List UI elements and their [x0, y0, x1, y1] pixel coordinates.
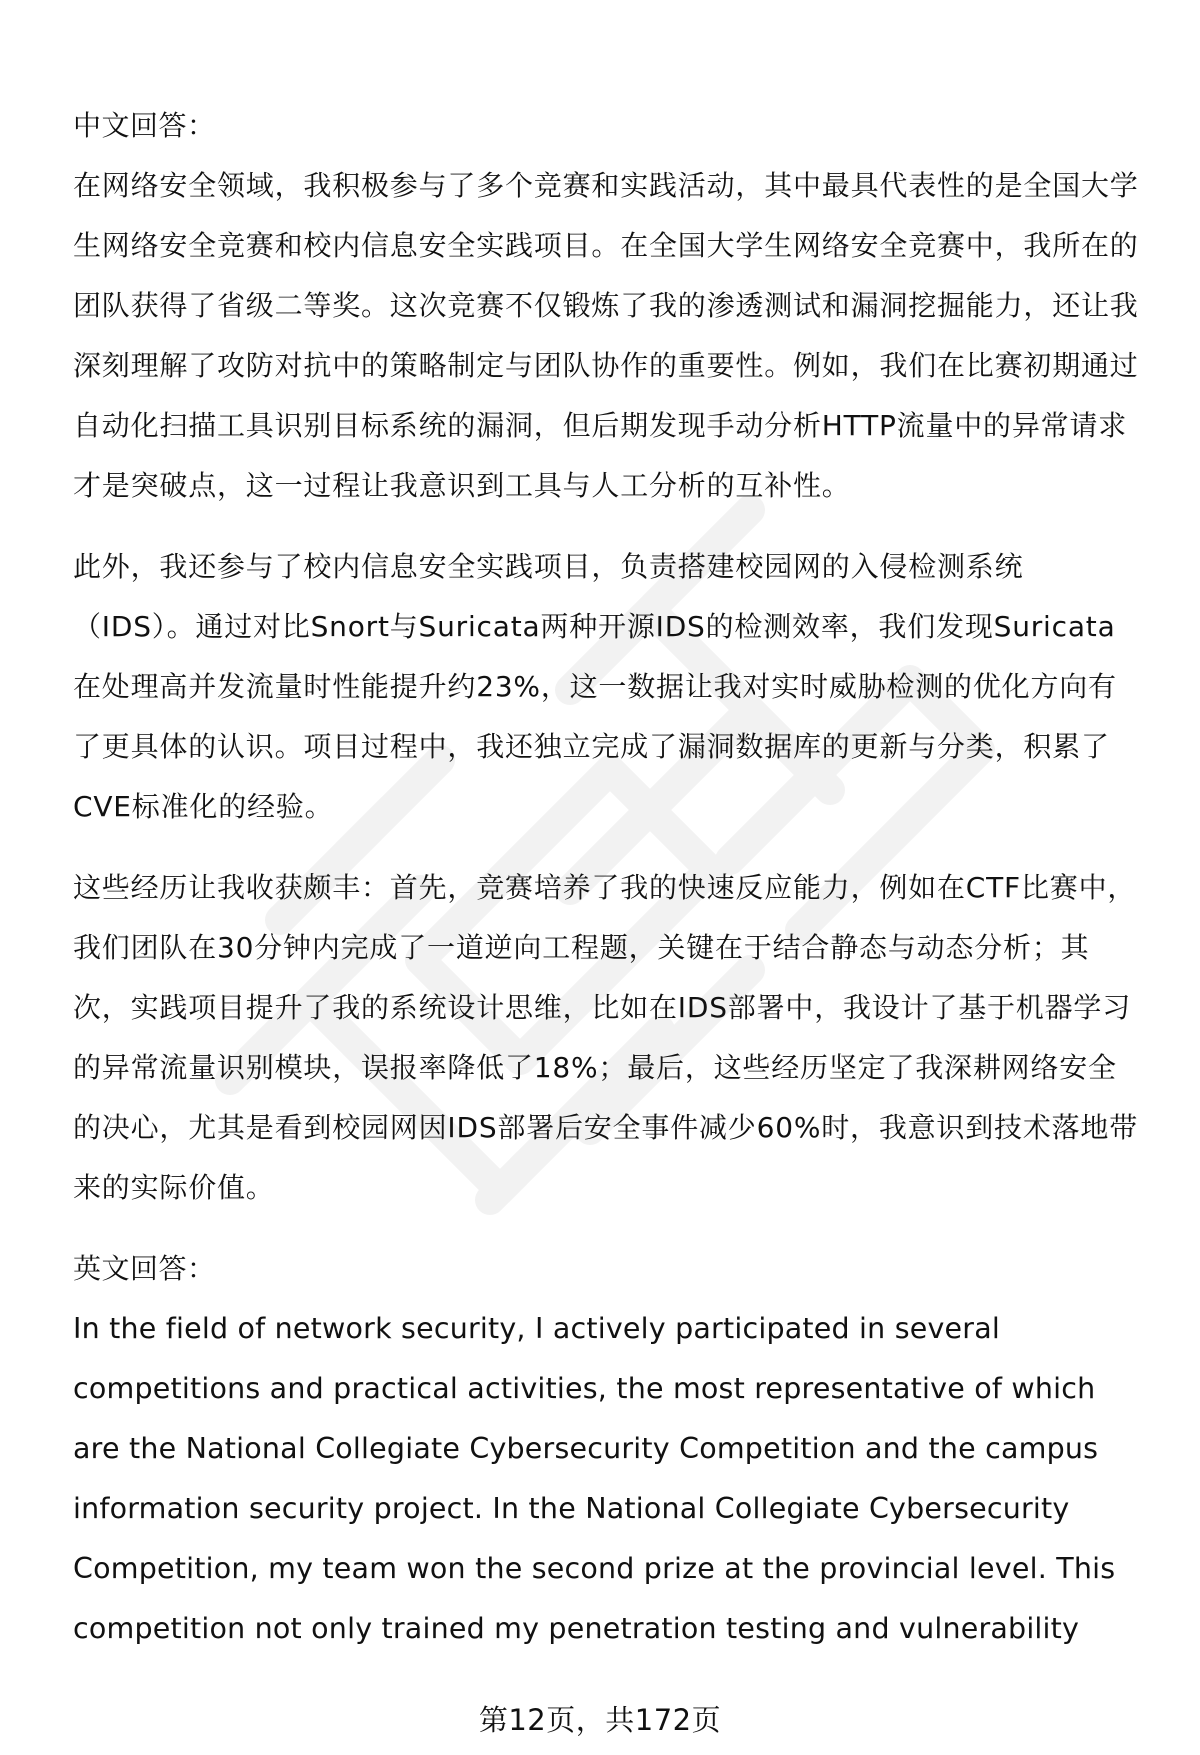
chinese-paragraph-1: 在网络安全领域，我积极参与了多个竞赛和实践活动，其中最具代表性的是全国大学生网络安全竞赛和校内信息安全实践项目。在全国大学生网络安全竞赛中，我所在的团队获得了省级二等奖。这次竞赛不仅锻炼了我的渗透测试和漏洞挖掘能力，还让我深刻理解了攻防对抗中的策略制定与团队协作的重要性。例如，我们在比赛初期通过自动化扫描工具识别目标系统的漏洞，但后期发现手动分析HTTP流量中的异常请求才是突破点，这一过程让我意识到工具与人工分析的互补性。 — [73, 169, 1139, 502]
chinese-answer-label: 中文回答： — [73, 109, 216, 142]
english-paragraph: In the field of network security, I actively participated in several competitions and practical activities, the most representative of which are the National Collegiate Cybersecurity Competition and the campus information security project. In the National Collegiate Cybersecurity Competition, my team won the second prize at the provincial level. This competition not only trained my penetration testing and vulnerability — [73, 1312, 1116, 1645]
page-indicator: 第12页，共172页 — [478, 1703, 722, 1737]
chinese-paragraph-3: 这些经历让我收获颇丰：首先，竞赛培养了我的快速反应能力，例如在CTF比赛中，我们团队在30分钟内完成了一道逆向工程题，关键在于结合静态与动态分析；其次，实践项目提升了我的系统设计思维，比如在IDS部署中，我设计了基于机器学习的异常流量识别模块，误报率降低了18%；最后，这些经历坚定了我深耕网络安全的决心，尤其是看到校园网因IDS部署后安全事件减少60%时，我意识到技术落地带来的实际价值。 — [73, 871, 1139, 1204]
english-answer-label: 英文回答： — [73, 1252, 216, 1285]
chinese-paragraph-2: 此外，我还参与了校内信息安全实践项目，负责搭建校园网的入侵检测系统（IDS）。通过对比Snort与Suricata两种开源IDS的检测效率，我们发现Suricata在处理高并发流量时性能提升约23%，这一数据让我对实时威胁检测的优化方向有了更具体的认识。项目过程中，我还独立完成了漏洞数据库的更新与分类，积累了CVE标准化的经验。 — [73, 550, 1117, 823]
document-body — [73, 96, 1143, 1659]
